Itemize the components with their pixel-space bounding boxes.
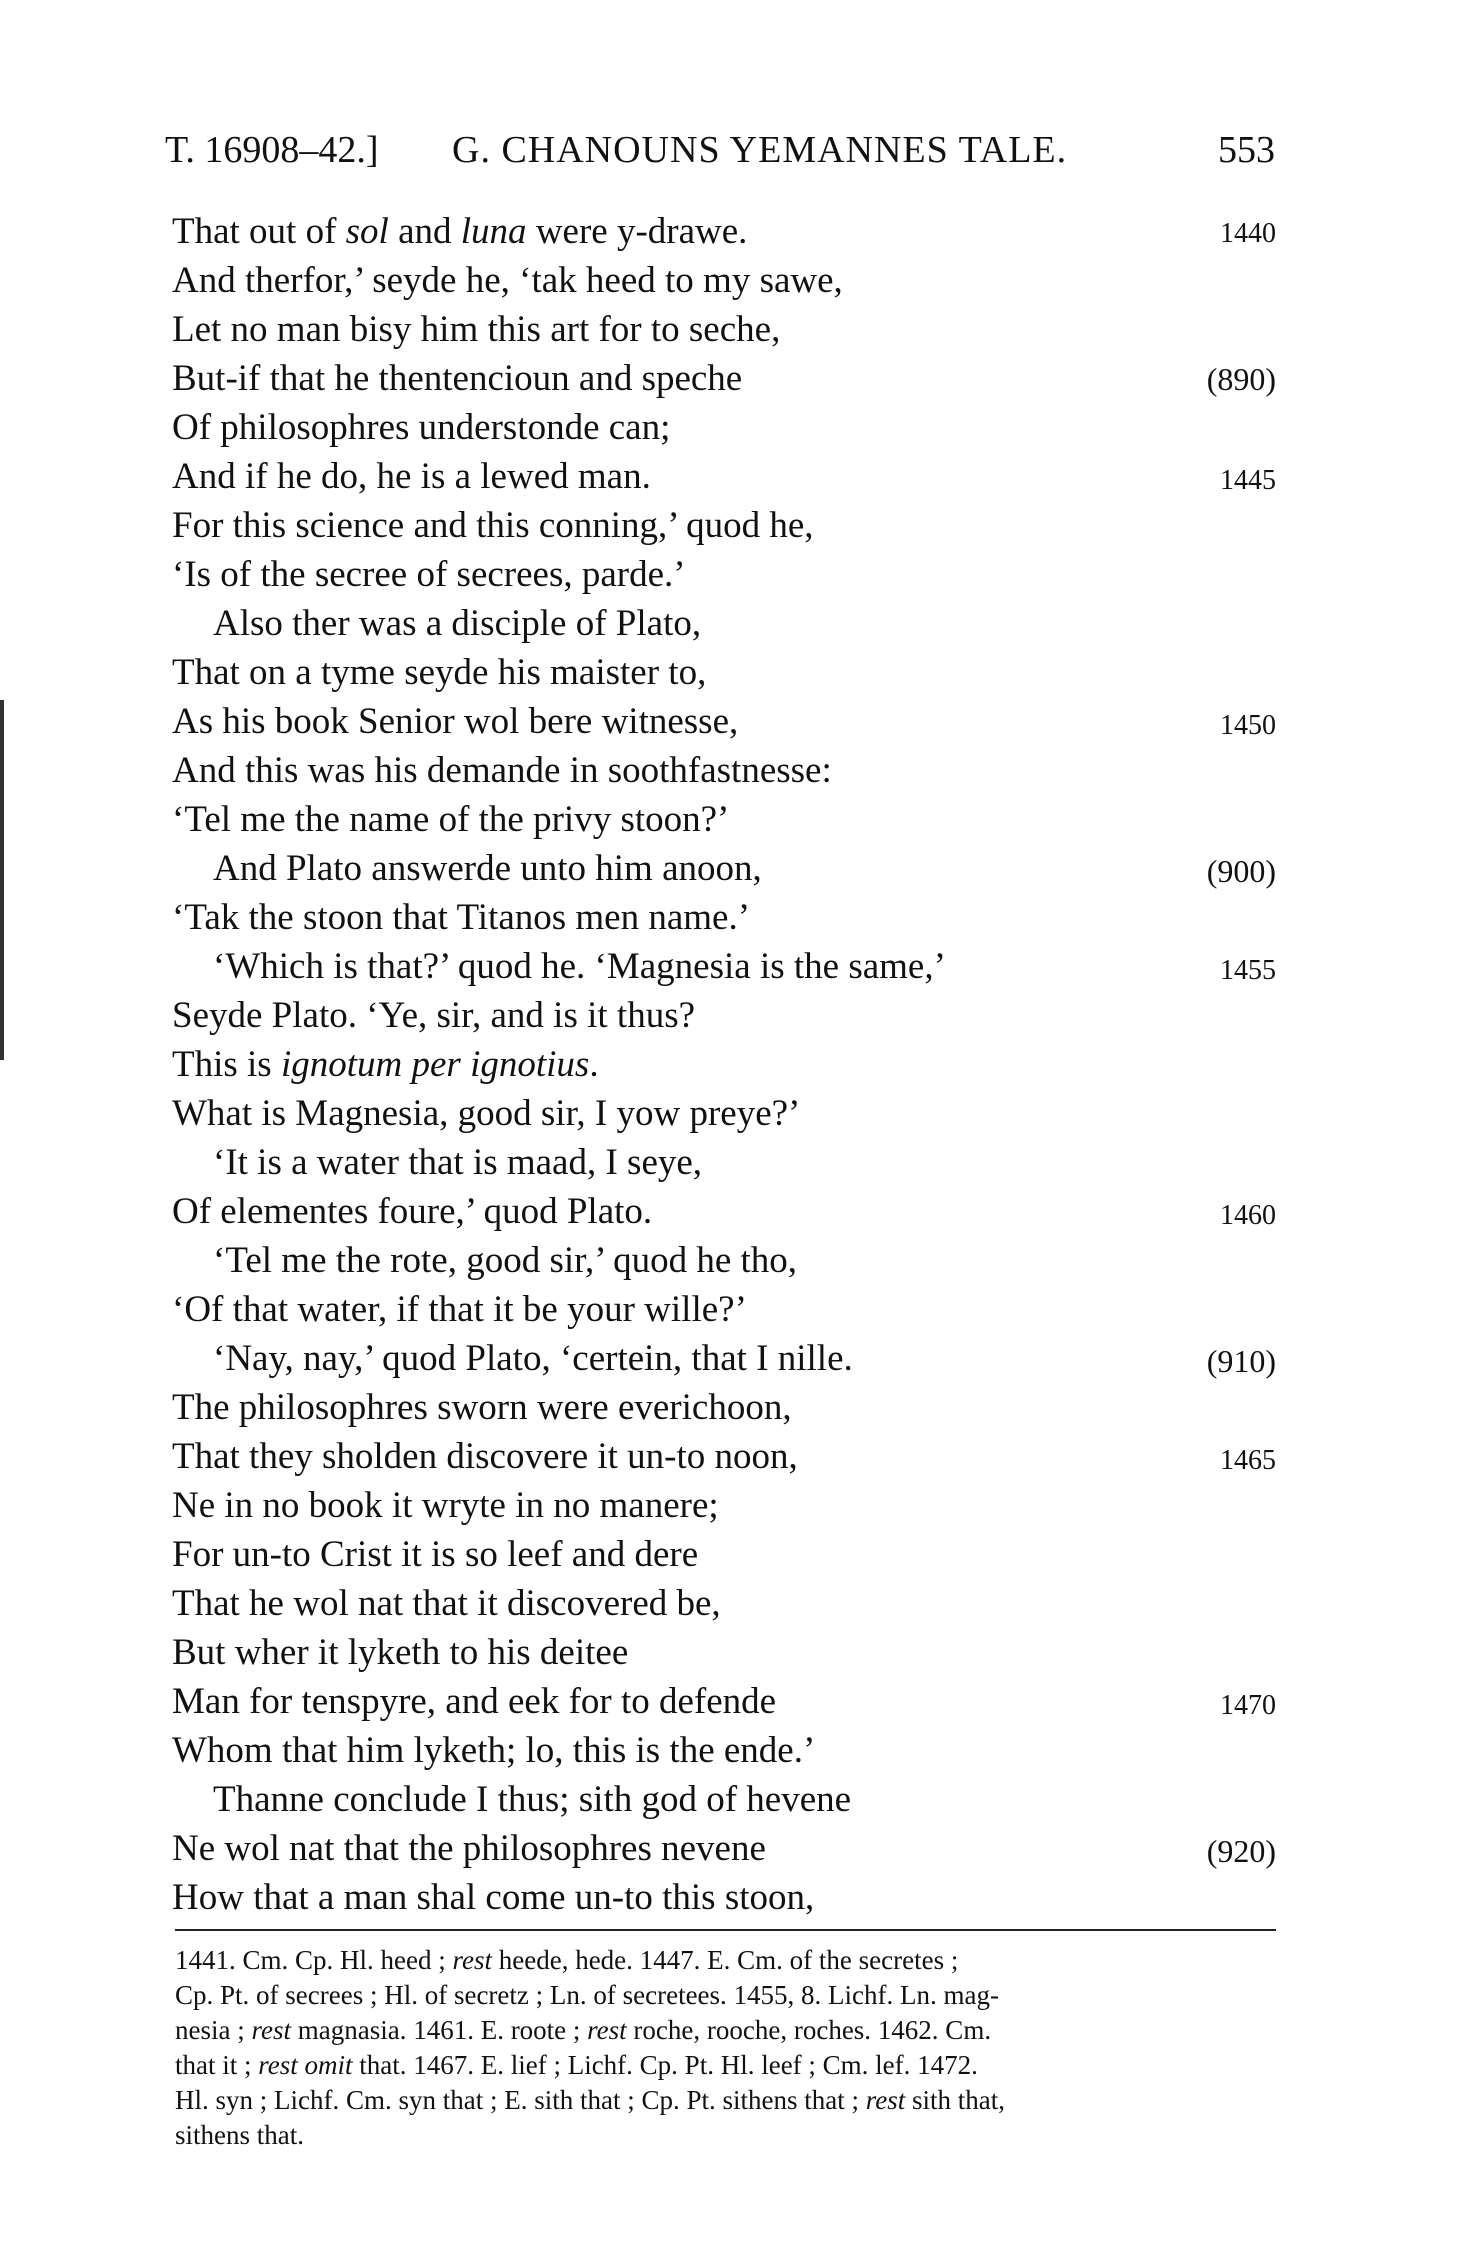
verse-line: That out of sol and luna were y-drawe.	[172, 211, 748, 252]
header-line-range: T. 16908–42.]	[165, 129, 379, 171]
verse-line: But wher it lyketh to his deitee	[172, 1632, 629, 1673]
line-number: 1440	[1220, 218, 1276, 249]
line-number: (890)	[1206, 361, 1276, 397]
verse-line: ‘It is a water that is maad, I seye,	[213, 1142, 703, 1183]
footnote-rule	[175, 1929, 1276, 1931]
verse-line: Man for tenspyre, and eek for to defende	[172, 1681, 777, 1722]
verse-line: ‘Which is that?’ quod he. ‘Magnesia is the same,’	[213, 946, 946, 987]
verse-line: Let no man bisy him this art for to seche,	[172, 309, 781, 350]
verse-line: This is ignotum per ignotius.	[172, 1044, 599, 1085]
running-header	[165, 128, 1275, 178]
verse-line: For un-to Crist it is so leef and dere	[172, 1534, 699, 1575]
verse-line: ‘Tel me the rote, good sir,’ quod he tho,	[213, 1240, 798, 1281]
line-number: 1470	[1220, 1690, 1276, 1721]
verse-line: And Plato answerde unto him anoon,	[213, 848, 762, 889]
verse-line: And therfor,’ seyde he, ‘tak heed to my sawe,	[172, 260, 843, 301]
verse-line: And this was his demande in soothfastnesse:	[172, 750, 832, 791]
page-edge-shadow	[0, 700, 4, 1060]
verse-line: How that a man shal come un-to this stoon,	[172, 1877, 815, 1918]
verse-line: Of elementes foure,’ quod Plato.	[172, 1191, 653, 1232]
verse-line: Also ther was a disciple of Plato,	[213, 603, 702, 644]
line-number: (920)	[1206, 1833, 1276, 1869]
verse-line: The philosophres sworn were everichoon,	[172, 1387, 792, 1428]
verse-line: Seyde Plato. ‘Ye, sir, and is it thus?	[172, 995, 696, 1036]
verse-line: That they sholden discovere it un-to noon,	[172, 1436, 798, 1477]
verse-line: ‘Nay, nay,’ quod Plato, ‘certein, that I nille.	[213, 1338, 853, 1379]
header-title: G. CHANOUNS YEMANNES TALE.	[452, 129, 1068, 171]
verse-line: As his book Senior wol bere witnesse,	[172, 701, 739, 742]
verse-line: Thanne conclude I thus; sith god of hevene	[213, 1779, 852, 1820]
footnotes	[175, 1943, 1280, 2153]
verse-line: ‘Tak the stoon that Titanos men name.’	[172, 897, 751, 938]
verse-line: That on a tyme seyde his maister to,	[172, 652, 707, 693]
footnote-line: nesia ; rest magnasia. 1461. E. roote ; rest roche, rooche, roches. 1462. Cm.	[175, 2015, 992, 2045]
verse-line: ‘Is of the secree of secrees, parde.’	[172, 554, 686, 595]
verse-line: And if he do, he is a lewed man.	[172, 456, 651, 497]
verse-line: Ne wol nat that the philosophres nevene	[172, 1828, 766, 1869]
footnote-line: Cp. Pt. of secrees ; Hl. of secretz ; Ln. of secretees. 1455, 8. Lichf. Ln. mag-	[175, 1980, 999, 2010]
line-number: (900)	[1206, 853, 1276, 889]
verse-line: Of philosophres understonde can;	[172, 407, 671, 448]
verse-line: Ne in no book it wryte in no manere;	[172, 1485, 719, 1526]
footnote-line: 1441. Cm. Cp. Hl. heed ; rest heede, hede. 1447. E. Cm. of the secretes ;	[175, 1945, 959, 1975]
line-number: (910)	[1206, 1343, 1276, 1379]
page-number: 553	[1218, 129, 1275, 171]
line-number: 1465	[1220, 1445, 1276, 1476]
line-number: 1445	[1220, 465, 1276, 496]
verse-line: ‘Of that water, if that it be your wille?’	[172, 1289, 747, 1330]
verse-line: Whom that him lyketh; lo, this is the ende.’	[172, 1730, 816, 1771]
footnote-line: that it ; rest omit that. 1467. E. lief ; Lichf. Cp. Pt. Hl. leef ; Cm. lef. 1472.	[175, 2050, 978, 2080]
verse-line: What is Magnesia, good sir, I yow preye?’	[172, 1093, 801, 1134]
verse-line: But-if that he thentencioun and speche	[172, 358, 743, 399]
verse-line: That he wol nat that it discovered be,	[172, 1583, 721, 1624]
footnote-line: sithens that.	[175, 2120, 304, 2150]
footnote-line: Hl. syn ; Lichf. Cm. syn that ; E. sith that ; Cp. Pt. sithens that ; rest sith that,	[175, 2085, 1005, 2115]
line-number: 1455	[1220, 955, 1276, 986]
verse-line: For this science and this conning,’ quod he,	[172, 505, 814, 546]
line-number: 1450	[1220, 710, 1276, 741]
line-number: 1460	[1220, 1200, 1276, 1231]
verse-line: ‘Tel me the name of the privy stoon?’	[172, 799, 730, 840]
